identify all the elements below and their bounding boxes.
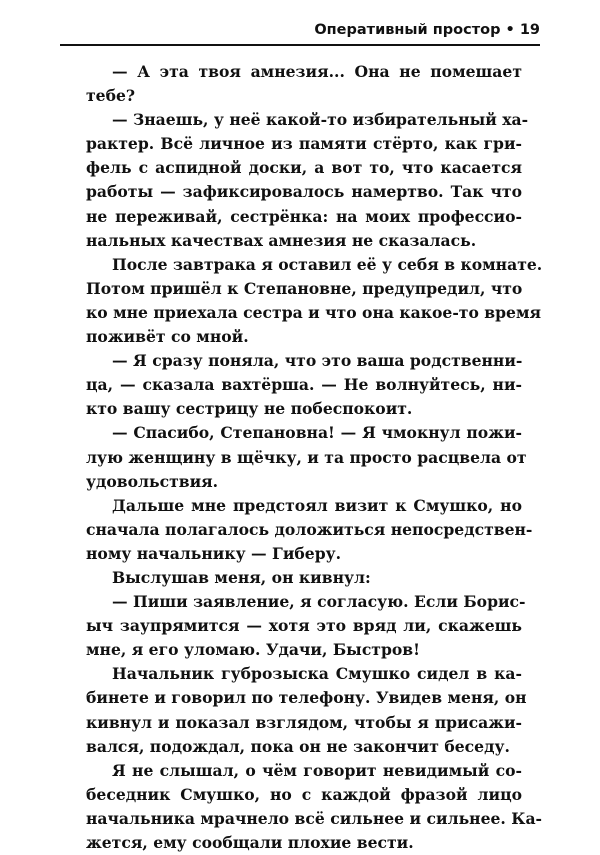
text-line <box>86 205 522 229</box>
text-line <box>86 686 527 710</box>
line-text: фель с аспидной доски, а вот то, что касается <box>86 158 522 178</box>
text-line <box>86 614 522 638</box>
text-line <box>86 783 522 807</box>
text-line <box>86 60 522 84</box>
line-text: беседник Смушко, но с каждой фразой лицо <box>86 784 522 804</box>
text-line <box>86 84 522 108</box>
line-text: сначала полагалось доложиться непосредствен- <box>86 519 533 539</box>
paragraph <box>86 662 527 758</box>
text-line <box>86 566 522 590</box>
text-line <box>86 470 522 494</box>
text-line <box>86 277 522 301</box>
text-line <box>86 132 522 156</box>
line-text: вался, подождал, пока он не закончит беседу. <box>86 736 510 756</box>
paragraph <box>86 60 522 108</box>
paragraph <box>86 349 522 421</box>
line-text: не переживай, сестрёнка: на моих профессио- <box>86 206 522 226</box>
line-text: Потом пришёл к Степановне, предупредил, что <box>86 278 523 298</box>
paragraph <box>86 421 527 493</box>
line-text: Начальник губрозыска Смушко сидел в ка- <box>112 664 522 684</box>
line-text: Я не слышал, о чём говорит невидимый со- <box>112 760 522 780</box>
paragraph <box>86 566 522 590</box>
text-line <box>86 301 542 325</box>
line-text: лую женщину в щёчку, и та просто расцвела от <box>86 447 527 467</box>
text-line <box>86 735 522 759</box>
line-text: После завтрака я оставил её у себя в комнате. <box>112 254 543 274</box>
line-text: ца, — сказала вахтёрша. — Не волнуйтесь, ни- <box>86 375 522 395</box>
text-line <box>86 638 522 662</box>
line-text: Дальше мне предстоял визит к Смушко, но <box>112 495 522 515</box>
line-text: начальника мрачнело всё сильнее и сильнее. Ка- <box>86 808 543 828</box>
line-text: ыч заупрямится — хотя это вряд ли, скажешь <box>86 616 522 636</box>
line-text: — А эта твоя амнезия... Она не помешает <box>112 62 522 81</box>
paragraph <box>86 759 543 855</box>
text-line <box>86 446 527 470</box>
line-text: ному начальнику — Гиберу. <box>86 543 342 563</box>
line-text: — Знаешь, у неё какой-то избирательный ха- <box>112 110 529 130</box>
line-text: тебе? <box>86 86 136 106</box>
body-text <box>86 60 543 855</box>
line-text: Выслушав меня, он кивнул: <box>112 567 371 587</box>
text-line <box>86 108 529 132</box>
text-line <box>86 349 522 373</box>
paragraph <box>86 108 529 253</box>
text-line <box>86 518 533 542</box>
paragraph <box>86 494 533 566</box>
paragraph <box>86 253 543 349</box>
line-text: — Я сразу поняла, что это ваша родственни- <box>112 351 523 371</box>
line-text: нальных качествах амнезия не сказалась. <box>86 230 477 250</box>
text-line <box>86 831 522 855</box>
line-text: удовольствия. <box>86 471 219 491</box>
line-text: — Пиши заявление, я согласую. Если Борис- <box>112 592 526 612</box>
text-line <box>86 662 522 686</box>
text-line <box>86 180 522 204</box>
text-line <box>86 229 522 253</box>
text-line <box>86 156 522 180</box>
text-line <box>86 397 522 421</box>
text-line <box>86 711 522 735</box>
text-line <box>86 253 543 277</box>
text-line <box>86 373 522 397</box>
line-text: кто вашу сестрицу не побеспокоит. <box>86 399 413 419</box>
line-text: бинете и говорил по телефону. Увидев меня, он <box>86 688 527 708</box>
text-line <box>86 421 522 445</box>
line-text: кивнул и показал взглядом, чтобы я присажи- <box>86 712 522 732</box>
text-line <box>86 590 526 614</box>
text-line <box>86 494 522 518</box>
paragraph <box>86 590 526 662</box>
line-text: жется, ему сообщали плохие вести. <box>86 833 414 852</box>
line-text: работы — зафиксировалось намертво. Так что <box>86 182 522 202</box>
line-text: ко мне приехала сестра и что она какое-то время <box>86 302 542 322</box>
text-line <box>86 759 522 783</box>
running-header: Оперативный простор • 19 <box>60 22 540 46</box>
text-line <box>86 542 522 566</box>
line-text: поживёт со мной. <box>86 327 249 347</box>
line-text: — Спасибо, Степановна! — Я чмокнул пожи- <box>112 423 522 443</box>
line-text: мне, я его уломаю. Удачи, Быстров! <box>86 640 420 660</box>
text-line <box>86 807 543 831</box>
text-line <box>86 325 522 349</box>
line-text: рактер. Всё личное из памяти стёрто, как гри- <box>86 134 522 154</box>
